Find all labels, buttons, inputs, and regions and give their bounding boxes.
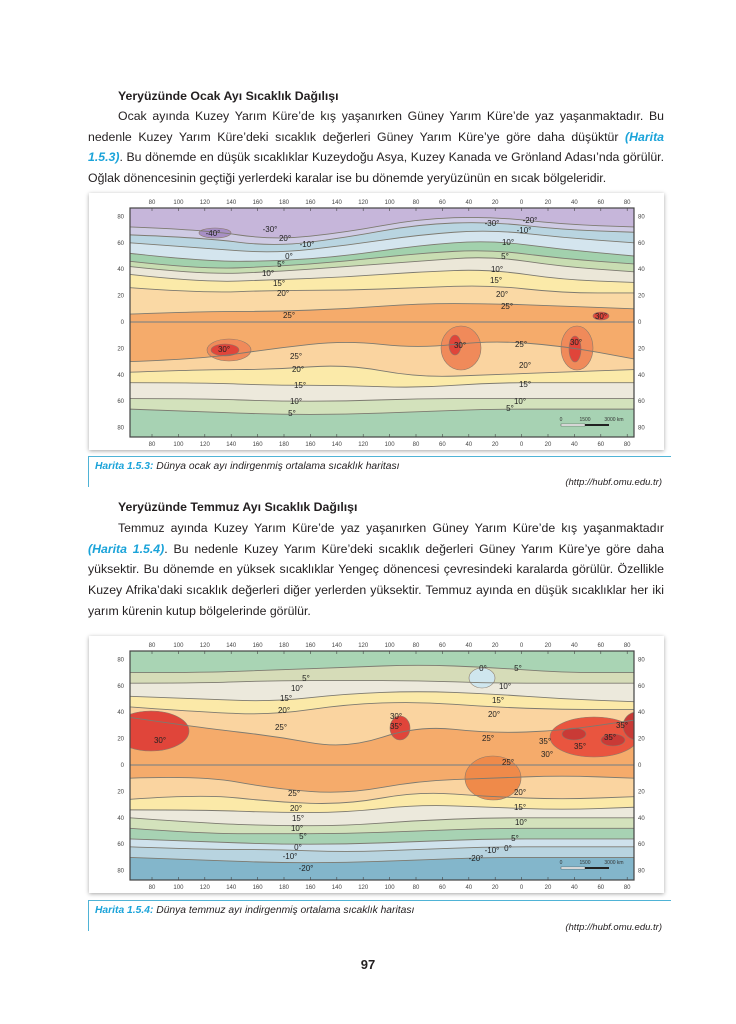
isotherm-label: -20° xyxy=(298,864,314,873)
longitude-tick-label: 20 xyxy=(544,885,552,891)
isotherm-label: -10° xyxy=(299,240,315,249)
latitude-tick-label: 20 xyxy=(638,736,645,743)
longitude-tick-label: 40 xyxy=(465,643,473,649)
longitude-tick-label: 40 xyxy=(571,643,578,649)
isotherm-label: 25° xyxy=(274,723,288,732)
isotherm-label: 35° xyxy=(389,722,403,731)
isotherm-label: 10° xyxy=(501,238,515,247)
latitude-tick-label: 40 xyxy=(117,815,124,822)
isotherm-label: 15° xyxy=(491,696,505,705)
longitude-tick-label: 20 xyxy=(544,643,552,649)
latitude-tick-label: 60 xyxy=(117,399,124,406)
longitude-tick-label: 0 xyxy=(519,200,524,206)
caption-label: Harita 1.5.4: xyxy=(95,905,154,916)
longitude-tick-label: 100 xyxy=(173,643,184,649)
isotherm-label: 0° xyxy=(504,844,512,853)
longitude-tick-label: 160 xyxy=(252,200,263,206)
map-svg xyxy=(89,636,664,893)
longitude-tick-label: 120 xyxy=(358,200,369,206)
longitude-tick-label: 120 xyxy=(358,885,369,891)
map-svg xyxy=(89,193,664,450)
latitude-tick-label: 40 xyxy=(117,267,124,274)
longitude-tick-label: 100 xyxy=(173,442,184,448)
longitude-tick-label: 160 xyxy=(305,442,316,448)
paragraph-text: Ocak ayında Kuzey Yarım Küre’de kış yaşanırken Güney Yarım Küre’de yaz yaşanmaktadır. Bu nedenle Kuzey Yarım Küre’deki sıcaklık değerleri Güney Yarım Küre’ye göre daha düşüktür xyxy=(88,109,664,144)
longitude-tick-label: 60 xyxy=(597,200,605,206)
longitude-tick-label: 60 xyxy=(439,442,446,448)
latitude-tick-label: 40 xyxy=(638,372,645,379)
paragraph-text: . Bu dönemde en düşük sıcaklıklar Kuzeydoğu Asya, Kuzey Kanada ve Grönland Adası’nda görülür. Oğlak dönencesinin geçtiği yerlerdeki karalar ise bu dönemde yeryüzünün en sıcak bölgeleridir. xyxy=(88,150,664,186)
isotherm-label: 20° xyxy=(291,365,305,374)
latitude-tick-label: 80 xyxy=(638,657,645,664)
longitude-tick-label: 160 xyxy=(252,885,263,891)
isotherm-label: 30° xyxy=(594,312,608,321)
section-heading-january: Yeryüzünde Ocak Ayı Sıcaklık Dağılışı xyxy=(118,89,339,103)
page-number: 97 xyxy=(360,957,376,972)
isotherm-label: -10° xyxy=(282,852,298,861)
isotherm-label: 25° xyxy=(289,352,303,361)
isotherm-label: 35° xyxy=(538,737,552,746)
isotherm-label: 20° xyxy=(278,234,292,243)
longitude-tick-label: 160 xyxy=(305,885,316,891)
longitude-tick-label: 120 xyxy=(199,200,210,206)
longitude-tick-label: 40 xyxy=(465,442,473,448)
paragraph-january xyxy=(88,106,664,189)
latitude-tick-label: 60 xyxy=(638,399,645,406)
latitude-tick-label: 60 xyxy=(638,683,645,690)
isotherm-label: 10° xyxy=(513,397,527,406)
isotherm-label: 30° xyxy=(569,338,583,347)
isotherm-bands xyxy=(130,208,634,442)
longitude-tick-label: 60 xyxy=(597,643,605,649)
latitude-tick-label: 20 xyxy=(638,293,645,300)
scale-label: 1500 xyxy=(579,417,591,423)
latitude-tick-label: 40 xyxy=(117,710,124,717)
latitude-tick-label: 60 xyxy=(117,683,124,690)
isotherm-label: 0° xyxy=(479,664,487,673)
longitude-tick-label: 0 xyxy=(519,885,524,891)
scale-label: 1500 xyxy=(579,860,591,866)
latitude-tick-label: 20 xyxy=(117,789,124,796)
latitude-tick-label: 20 xyxy=(638,346,645,353)
july-temperature-map xyxy=(89,636,664,893)
isotherm-label: 10° xyxy=(289,397,303,406)
longitude-tick-label: 80 xyxy=(412,442,420,448)
longitude-tick-label: 40 xyxy=(465,200,473,206)
isotherm-label: 15° xyxy=(279,694,293,703)
isotherm-label: 0° xyxy=(294,843,302,852)
isotherm-label: 20° xyxy=(277,706,291,715)
longitude-tick-label: 180 xyxy=(278,643,290,649)
temperature-hotspot xyxy=(113,711,189,751)
january-temperature-map xyxy=(89,193,664,450)
isotherm-label: 35° xyxy=(573,742,587,751)
longitude-tick-label: 60 xyxy=(597,442,605,448)
longitude-tick-label: 60 xyxy=(439,200,446,206)
latitude-tick-label: 40 xyxy=(638,815,645,822)
longitude-tick-label: 80 xyxy=(148,885,156,891)
longitude-tick-label: 160 xyxy=(252,643,263,649)
isotherm-label: -20° xyxy=(522,216,538,225)
longitude-tick-label: 20 xyxy=(544,442,552,448)
isotherm-label: 5° xyxy=(514,664,522,673)
longitude-tick-label: 60 xyxy=(597,885,605,891)
latitude-tick-label: 40 xyxy=(638,267,645,274)
latitude-tick-label: 80 xyxy=(117,657,124,664)
isotherm-label: 10° xyxy=(290,824,304,833)
latitude-tick-label: 80 xyxy=(117,214,124,221)
isotherm-label: 30° xyxy=(389,712,403,721)
longitude-tick-label: 40 xyxy=(571,885,578,891)
longitude-tick-label: 160 xyxy=(305,643,316,649)
caption-text: Dünya temmuz ayı indirgenmiş ortalama sıcaklık haritası xyxy=(153,905,415,916)
isotherm-label: 5° xyxy=(277,260,285,269)
longitude-tick-label: 40 xyxy=(571,200,578,206)
isotherm-label: 25° xyxy=(500,302,514,311)
paragraph-text: . Bu nedenle Kuzey Yarım Küre’deki sıcaklık değerleri Güney Yarım Küre’ye göre daha yüksektir. Bu dönemde en yüksek sıcaklıklar Yengeç dönencesi çevresindeki karalarda görülür. Özellikle Kuzey Afrika’daki sıcaklık değerleri diğer yerlerden yüksektir. Temmuz ayında en düşük sıcaklıklar her iki yarım kürenin kutup bölgelerinde görülür. xyxy=(88,541,664,618)
latitude-tick-label: 60 xyxy=(117,240,124,247)
caption-text: Dünya ocak ayı indirgenmiş ortalama sıcaklık haritası xyxy=(153,461,400,472)
longitude-tick-label: 180 xyxy=(278,442,290,448)
longitude-tick-label: 140 xyxy=(331,643,342,649)
longitude-tick-label: 140 xyxy=(226,442,237,448)
isotherm-label: 15° xyxy=(513,803,527,812)
longitude-tick-label: 80 xyxy=(148,442,156,448)
longitude-tick-label: 100 xyxy=(384,442,395,448)
longitude-tick-label: 140 xyxy=(331,885,342,891)
latitude-tick-label: 60 xyxy=(638,842,645,849)
isotherm-label: 5° xyxy=(299,832,307,841)
isotherm-label: 20° xyxy=(289,804,303,813)
latitude-tick-label: 60 xyxy=(638,240,645,247)
isotherm-label: 10° xyxy=(261,269,275,278)
latitude-tick-label: 80 xyxy=(117,425,124,432)
isotherm-label: 5° xyxy=(506,404,514,413)
longitude-tick-label: 120 xyxy=(199,643,210,649)
isotherm-label: 20° xyxy=(495,290,509,299)
longitude-tick-label: 0 xyxy=(519,643,524,649)
longitude-tick-label: 140 xyxy=(226,200,237,206)
isotherm-label: 5° xyxy=(511,834,519,843)
isotherm-label: -30° xyxy=(262,225,278,234)
latitude-tick-label: 40 xyxy=(638,710,645,717)
latitude-tick-label: 80 xyxy=(638,425,645,432)
latitude-tick-label: 40 xyxy=(117,372,124,379)
longitude-tick-label: 80 xyxy=(412,200,420,206)
scale-label: 3000 km xyxy=(604,860,624,866)
longitude-tick-label: 80 xyxy=(623,200,631,206)
latitude-tick-label: 0 xyxy=(638,320,642,326)
isotherm-label: 25° xyxy=(287,789,301,798)
longitude-tick-label: 160 xyxy=(305,200,316,206)
longitude-tick-label: 180 xyxy=(278,200,290,206)
isotherm-label: 35° xyxy=(615,721,629,730)
longitude-tick-label: 80 xyxy=(412,885,420,891)
isotherm-label: 0° xyxy=(285,252,293,261)
longitude-tick-label: 120 xyxy=(358,442,369,448)
longitude-tick-label: 100 xyxy=(173,885,184,891)
isotherm-label: -20° xyxy=(468,854,484,863)
map-reference-link[interactable]: (Harita 1.5.4) xyxy=(88,541,165,556)
scale-label: 0 xyxy=(559,417,563,423)
longitude-tick-label: 20 xyxy=(544,200,552,206)
longitude-tick-label: 80 xyxy=(623,885,631,891)
isotherm-label: 15° xyxy=(291,814,305,823)
isotherm-label: 30° xyxy=(540,750,554,759)
isotherm-label: 20° xyxy=(518,361,532,370)
latitude-tick-label: 60 xyxy=(117,842,124,849)
isotherm-label: 15° xyxy=(489,276,503,285)
isotherm-bands xyxy=(113,651,651,885)
section-heading-july: Yeryüzünde Temmuz Ayı Sıcaklık Dağılışı xyxy=(118,500,358,514)
isotherm-label: 10° xyxy=(290,684,304,693)
longitude-tick-label: 120 xyxy=(358,643,369,649)
isotherm-label: -10° xyxy=(516,226,532,235)
longitude-tick-label: 160 xyxy=(252,442,263,448)
longitude-tick-label: 80 xyxy=(148,643,156,649)
longitude-tick-label: 20 xyxy=(491,885,499,891)
isotherm-label: 30° xyxy=(153,736,167,745)
isotherm-label: 25° xyxy=(501,758,515,767)
longitude-tick-label: 80 xyxy=(623,442,631,448)
isotherm-label: 30° xyxy=(217,345,231,354)
longitude-tick-label: 180 xyxy=(278,885,290,891)
latitude-tick-label: 20 xyxy=(117,346,124,353)
longitude-tick-label: 40 xyxy=(465,885,473,891)
latitude-tick-label: 0 xyxy=(120,320,124,326)
isotherm-label: 15° xyxy=(293,381,307,390)
longitude-tick-label: 80 xyxy=(623,643,631,649)
longitude-tick-label: 140 xyxy=(331,200,342,206)
isotherm-label: 10° xyxy=(498,682,512,691)
latitude-tick-label: 20 xyxy=(117,293,124,300)
isotherm-label: 30° xyxy=(453,341,467,350)
longitude-tick-label: 60 xyxy=(439,885,446,891)
latitude-tick-label: 0 xyxy=(120,763,124,769)
isotherm-label: -40° xyxy=(205,229,221,238)
paragraph-text: Temmuz ayında Kuzey Yarım Küre’de yaz yaşanırken Güney Yarım Küre’de kış yaşanmaktadır xyxy=(118,521,664,535)
longitude-tick-label: 100 xyxy=(384,643,395,649)
longitude-tick-label: 140 xyxy=(331,442,342,448)
longitude-tick-label: 100 xyxy=(384,200,395,206)
isotherm-label: 20° xyxy=(487,710,501,719)
longitude-tick-label: 60 xyxy=(439,643,446,649)
isotherm-label: 15° xyxy=(518,380,532,389)
latitude-tick-label: 80 xyxy=(638,868,645,875)
isotherm-label: 10° xyxy=(490,265,504,274)
latitude-tick-label: 20 xyxy=(638,789,645,796)
isotherm-label: 20° xyxy=(276,289,290,298)
paragraph-july xyxy=(88,518,664,622)
isotherm-label: 10° xyxy=(514,818,528,827)
isotherm-label: 20° xyxy=(513,788,527,797)
longitude-tick-label: 80 xyxy=(148,200,156,206)
longitude-tick-label: 140 xyxy=(226,885,237,891)
longitude-tick-label: 20 xyxy=(491,200,499,206)
longitude-tick-label: 120 xyxy=(199,885,210,891)
scale-label: 0 xyxy=(559,860,563,866)
longitude-tick-label: 0 xyxy=(519,442,524,448)
isotherm-label: 35° xyxy=(603,733,617,742)
latitude-tick-label: 20 xyxy=(117,736,124,743)
isotherm-label: -30° xyxy=(484,219,500,228)
isotherm-label: 5° xyxy=(501,252,509,261)
longitude-tick-label: 40 xyxy=(571,442,578,448)
latitude-tick-label: 80 xyxy=(638,214,645,221)
longitude-tick-label: 100 xyxy=(173,200,184,206)
map-source: (http://hubf.omu.edu.tr) xyxy=(565,922,662,933)
isotherm-label: -10° xyxy=(484,846,500,855)
isotherm-label: 15° xyxy=(272,279,286,288)
isotherm-label: 25° xyxy=(282,311,296,320)
isotherm-label: 25° xyxy=(481,734,495,743)
longitude-tick-label: 20 xyxy=(491,442,499,448)
latitude-tick-label: 0 xyxy=(638,763,642,769)
map-reference-link[interactable]: (Harita 1.5.3) xyxy=(88,129,664,165)
isotherm-label: 25° xyxy=(514,340,528,349)
caption-label: Harita 1.5.3: xyxy=(95,461,154,472)
longitude-tick-label: 80 xyxy=(412,643,420,649)
isotherm-label: 5° xyxy=(302,674,310,683)
longitude-tick-label: 120 xyxy=(199,442,210,448)
scale-label: 3000 km xyxy=(604,417,624,423)
isotherm-label: 5° xyxy=(288,409,296,418)
latitude-tick-label: 80 xyxy=(117,868,124,875)
map-source: (http://hubf.omu.edu.tr) xyxy=(565,477,662,488)
longitude-tick-label: 100 xyxy=(384,885,395,891)
longitude-tick-label: 140 xyxy=(226,643,237,649)
longitude-tick-label: 20 xyxy=(491,643,499,649)
